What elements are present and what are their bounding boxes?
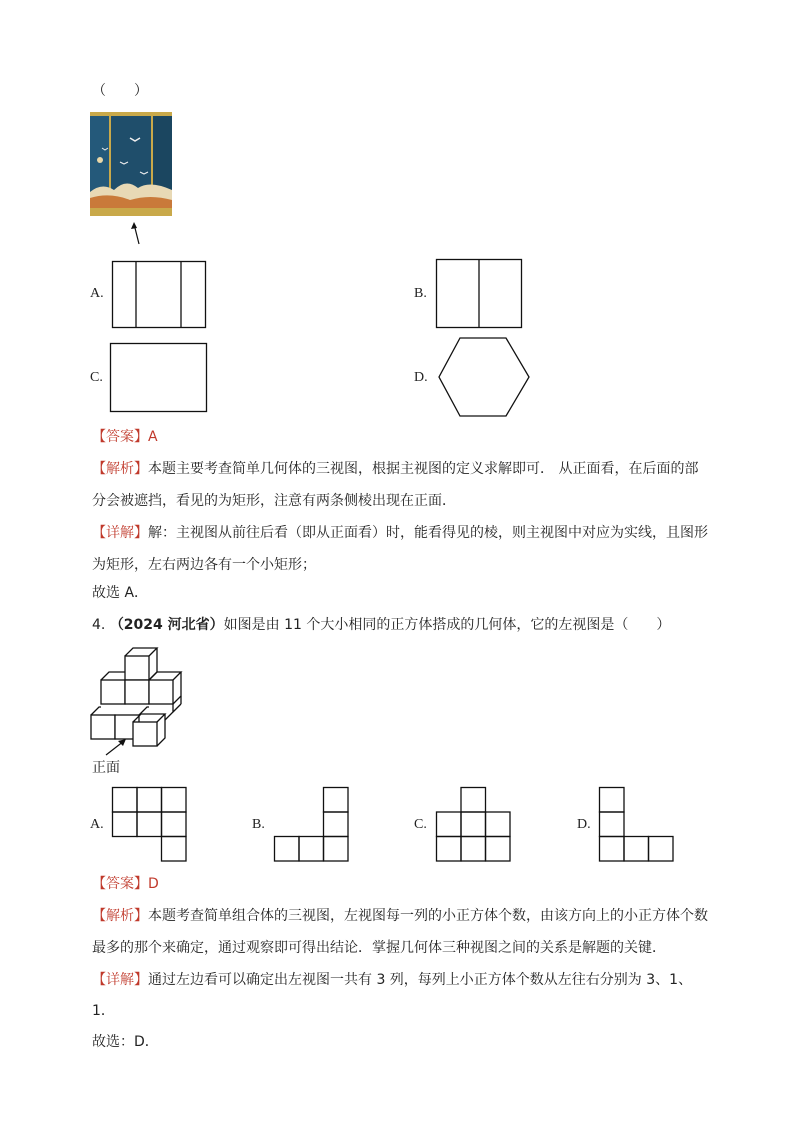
q4-detail-line-2: 1． <box>92 1003 115 1019</box>
q3-detail-text-1: 解：主视图从前往后看（即从正面看）时，能看得见的棱，则主视图中对应为实线，且图形 <box>148 525 708 541</box>
front-label: 正面 <box>92 760 120 776</box>
q4-analysis-text-1: 本题考查简单组合体的三视图，左视图每一列的小正方体个数，由该方向上的小正方体个数 <box>148 908 708 924</box>
front-direction-arrow <box>104 738 128 756</box>
pen-holder-image <box>90 112 172 216</box>
q3-analysis-line-2: 分会被遮挡，看见的为矩形，注意有两条侧棱出现在正面． <box>92 493 456 509</box>
q4-option-c-figure[interactable] <box>436 787 512 863</box>
q4-answer-line <box>92 873 159 893</box>
q4-source: （2024 河北省） <box>109 617 224 633</box>
q4-analysis-tag: 【解析】 <box>92 908 148 924</box>
q4-question-text: 如图是由 11 个大小相同的正方体搭成的几何体，它的左视图是（ ） <box>223 617 671 633</box>
view-direction-arrow <box>130 220 144 246</box>
q4-option-a-figure[interactable] <box>112 787 188 863</box>
q3-answer-tag: 【答案】 <box>92 429 148 445</box>
q4-conclusion: 故选：D． <box>92 1034 159 1050</box>
q3-answer-line <box>92 426 158 446</box>
q3-option-c-figure[interactable] <box>110 343 207 412</box>
q4-option-d-figure[interactable] <box>599 787 675 863</box>
q4-analysis-line-2: 最多的那个来确定，通过观察即可得出结论．掌握几何体三种视图之间的关系是解题的关键． <box>92 940 666 956</box>
q3-option-b-label[interactable]: B. <box>414 286 427 301</box>
q4-option-b-figure[interactable] <box>274 787 350 863</box>
q3-analysis-line-1 <box>92 458 698 478</box>
q4-detail-tag: 【详解】 <box>92 972 148 988</box>
q3-analysis-text-1: 本题主要考查简单几何体的三视图，根据主视图的定义求解即可． 从正面看，在后面的部 <box>148 461 699 477</box>
cube-stack-figure <box>88 646 188 746</box>
q4-analysis-line-1 <box>92 905 708 925</box>
q4-option-b-label[interactable]: B. <box>252 817 265 832</box>
q3-conclusion: 故选 A． <box>92 585 149 601</box>
q3-option-a-label[interactable]: A. <box>90 286 104 301</box>
q3-paren: （ ） <box>92 83 148 99</box>
q3-option-c-label[interactable]: C. <box>90 370 103 385</box>
q4-stem <box>92 614 670 634</box>
q4-option-d-label[interactable]: D. <box>577 817 591 832</box>
q3-detail-line-1 <box>92 522 708 542</box>
q4-answer-tag: 【答案】 <box>92 876 148 892</box>
q3-option-b-figure[interactable] <box>436 259 522 328</box>
q4-answer-value: D <box>148 876 159 892</box>
q3-detail-tag: 【详解】 <box>92 525 148 541</box>
q4-detail-line-1 <box>92 969 692 989</box>
q3-detail-line-2: 为矩形，左右两边各有一个小矩形； <box>92 557 316 573</box>
q3-option-d-label[interactable]: D. <box>414 370 428 385</box>
q3-analysis-tag: 【解析】 <box>92 461 148 477</box>
q4-option-c-label[interactable]: C. <box>414 817 427 832</box>
q3-option-a-figure[interactable] <box>112 261 206 328</box>
q4-number: 4. <box>92 617 106 633</box>
q4-detail-text-1: 通过左边看可以确定出左视图一共有 3 列，每列上小正方体个数从左往右分别为 3、1、 <box>148 972 693 988</box>
q4-option-a-label[interactable]: A. <box>90 817 104 832</box>
q3-answer-value: A <box>148 429 158 445</box>
q3-option-d-figure[interactable] <box>438 337 530 418</box>
